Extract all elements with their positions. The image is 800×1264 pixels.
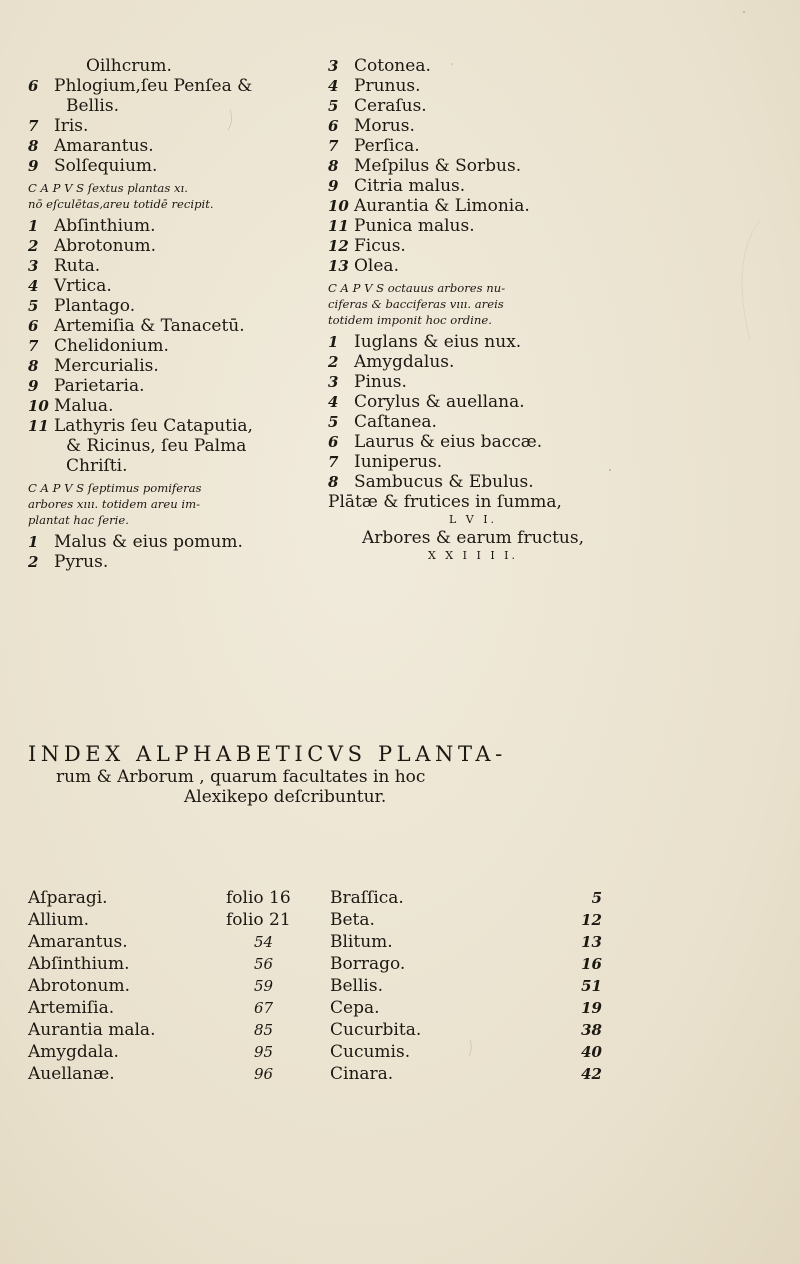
item-number: 5 [28,297,39,315]
index-entry-name: Abrotonum. [28,976,131,996]
item-text: Lathyris ſeu Cataputia, [54,416,253,436]
index-entry-folio: 19 [581,999,602,1017]
item-text: Chriſti. [66,456,128,476]
list-item [328,432,618,452]
index-entry-folio: 96 [254,1065,274,1083]
chapter-note-line: plantat hac ſerie. [28,513,129,527]
index-entry-name: Borrago. [330,954,406,974]
list-item [328,56,618,76]
item-number: 3 [28,257,39,275]
item-number: 4 [328,77,339,95]
list-item [28,436,328,456]
index-row [330,975,602,997]
item-number: 2 [28,237,39,255]
index-entry-name: Cucurbita. [330,1020,422,1040]
index-entry-name: Amygdala. [28,1042,119,1062]
item-number: 4 [28,277,39,295]
item-number: 6 [28,77,39,95]
list-item [28,316,328,336]
summary-total: L V I. [448,513,498,526]
item-text: Malus & eius pomum. [54,532,243,552]
item-number: 4 [328,393,339,411]
item-text: Olea. [354,256,399,276]
index-subtitle: Alexikepo deſcribuntur. [184,787,387,807]
index-entry-folio: 38 [581,1021,602,1039]
list-item [28,532,328,552]
list-item [28,456,328,476]
list-item [28,156,328,176]
index-entry-folio: folio 16 [226,888,291,908]
index-row [28,931,318,953]
list-item [328,176,618,196]
list-item [28,256,328,276]
index-row [28,1041,318,1063]
index-row [330,997,602,1019]
list-item [28,552,328,572]
item-text: Corylus & auellana. [354,392,525,412]
index-entry-name: Amarantus. [28,932,128,952]
index-row [330,931,602,953]
item-text: Sambucus & Ebulus. [354,472,534,492]
item-number: 8 [28,137,39,155]
index-entry-folio: 42 [581,1065,602,1083]
item-number: 7 [328,137,339,155]
index-entry-name: Abſinthium. [28,954,130,974]
item-number: 6 [28,317,39,335]
item-number: 8 [28,357,39,375]
index-entry-folio: 54 [254,933,274,951]
list-item [328,372,618,392]
index-entry-folio: 5 [591,889,602,907]
item-text: Prunus. [354,76,421,96]
index-title: INDEX ALPHABETICVS PLANTA- [28,742,507,766]
list-item [28,276,328,296]
list-item [328,392,618,412]
item-text: Cotonea. [354,56,431,76]
index-entry-folio: 12 [581,911,602,929]
list-item [328,76,618,96]
item-text: Meſpilus & Sorbus. [354,156,522,176]
index-row [28,953,318,975]
item-number: 10 [28,397,49,415]
item-number: 9 [28,377,39,395]
item-text: Pinus. [354,372,407,392]
item-number: 1 [328,333,339,351]
item-number: 7 [28,117,39,135]
index-entry-folio: 16 [581,955,602,973]
item-text: Bellis. [66,96,119,116]
item-number: 6 [328,117,339,135]
item-text: Ficus. [354,236,406,256]
list-item [328,352,618,372]
index-entry-name: Artemiſia. [28,998,115,1018]
index-row [330,1041,602,1063]
list-item [28,376,328,396]
index-entry-name: Beta. [330,910,375,930]
list-item [28,116,328,136]
list-item [328,236,618,256]
list-item [328,472,618,492]
item-number: 10 [328,197,349,215]
item-text: Mercurialis. [54,356,159,376]
item-text: & Ricinus, ſeu Palma [66,436,247,456]
list-item [28,396,328,416]
item-number: 11 [328,217,349,235]
index-entry-folio: 51 [581,977,602,995]
item-text: Ruta. [54,256,101,276]
chapter-note-line: C A P V S ſeptimus pomiferas [28,481,202,495]
summary-total: X X I I I I. [427,549,519,562]
item-text: Iris. [54,116,89,136]
list-item [28,336,328,356]
item-text: Citria malus. [354,176,466,196]
item-text: Amygdalus. [354,352,455,372]
item-number: 2 [28,553,39,571]
item-number: 12 [328,237,349,255]
list-item [328,256,618,276]
section-heading: Oilhcrum. [86,56,172,76]
index-row [28,1063,318,1085]
list-item [28,416,328,436]
index-entry-folio: 95 [254,1043,274,1061]
index-subtitle: rum & Arborum , quarum facultates in hoc [56,767,426,787]
list-item [28,76,328,96]
index-entry-name: Cinara. [330,1064,394,1084]
item-number: 3 [328,373,339,391]
item-text: Artemiſia & Tanacetū. [54,316,245,336]
list-item [28,216,328,236]
item-text: Pyrus. [54,552,109,572]
summary-line: Arbores & earum fructus, [362,528,584,548]
index-entry-folio: 56 [254,955,274,973]
index-entry-name: Cucumis. [330,1042,411,1062]
right-column [328,56,618,564]
list-item [28,296,328,316]
item-number: 9 [328,177,339,195]
index-row [28,975,318,997]
index-row [28,909,318,931]
index-row [330,1019,602,1041]
item-text: Chelidonium. [54,336,169,356]
item-number: 13 [328,257,349,275]
list-item [328,116,618,136]
item-number: 5 [328,413,339,431]
chapter-note-line: arbores xııı. totidem areu im- [28,497,200,511]
list-item [28,236,328,256]
item-number: 8 [328,473,339,491]
chapter-note-line: C A P V S octauus arbores nu- [328,281,506,295]
index-row [330,1063,602,1085]
item-number: 7 [28,337,39,355]
chapter-note-line: totidem imponit hoc ordine. [328,313,492,327]
item-text: Iuglans & eius nux. [354,332,522,352]
item-text: Parietaria. [54,376,145,396]
chapter-note-line: C A P V S ſextus plantas xı. [28,181,188,195]
chapter-note-line: ciferas & bacciferas vııı. areis [328,297,504,311]
list-item [28,96,328,116]
item-number: 5 [328,97,339,115]
list-item [328,412,618,432]
item-text: Morus. [354,116,415,136]
index-entry-name: Aurantia mala. [28,1020,156,1040]
chapter-note-line: nō eſculētas,areu totidē recipit. [28,197,214,211]
item-number: 6 [328,433,339,451]
index-row [28,1019,318,1041]
item-text: Ceraſus. [354,96,427,116]
list-item [28,356,328,376]
index-entry-folio: 85 [254,1021,274,1039]
index-entry-name: Aſparagi. [28,888,108,908]
list-item [28,136,328,156]
index-entry-folio: 40 [581,1043,602,1061]
index-row [330,909,602,931]
item-text: Phlogium,ſeu Penſea & [54,76,253,96]
item-text: Perſica. [354,136,420,156]
index-entry-folio: 67 [254,999,274,1017]
item-text: Punica malus. [354,216,475,236]
index-entry-name: Braſſica. [330,888,404,908]
index-row [330,887,602,909]
item-text: Malua. [54,396,114,416]
index-column-left [28,887,318,1085]
index-entry-folio: 59 [254,977,274,995]
summary-line: Plātæ & frutices in ſumma, [328,492,562,512]
index-row [28,997,318,1019]
list-item [328,452,618,472]
index-entry-name: Bellis. [330,976,383,996]
index-entry-name: Allium. [28,910,90,930]
index-entry-folio: 13 [581,933,602,951]
item-number: 11 [28,417,49,435]
item-text: Caſtanea. [354,412,437,432]
item-text: Amarantus. [54,136,154,156]
index-entry-name: Blitum. [330,932,393,952]
item-number: 3 [328,57,339,75]
list-item [328,216,618,236]
list-item [328,332,618,352]
list-item [328,96,618,116]
list-item [328,196,618,216]
list-item [328,156,618,176]
item-text: Laurus & eius baccæ. [354,432,543,452]
item-text: Abſinthium. [54,216,156,236]
item-number: 9 [28,157,39,175]
item-text: Aurantia & Limonia. [354,196,530,216]
index-column-right [330,887,602,1085]
item-text: Vrtica. [54,276,112,296]
index-row [330,953,602,975]
index-entry-folio: folio 21 [226,910,291,930]
index-heading [28,741,768,807]
item-text: Abrotonum. [54,236,157,256]
item-number: 1 [28,533,39,551]
left-column [28,56,328,572]
item-text: Solſequium. [54,156,158,176]
index-entry-name: Auellanæ. [28,1064,115,1084]
item-number: 2 [328,353,339,371]
index-row [28,887,318,909]
item-text: Iuniperus. [354,452,443,472]
item-number: 7 [328,453,339,471]
index-entry-name: Cepa. [330,998,380,1018]
list-item [328,136,618,156]
item-text: Plantago. [54,296,136,316]
item-number: 8 [328,157,339,175]
item-number: 1 [28,217,39,235]
